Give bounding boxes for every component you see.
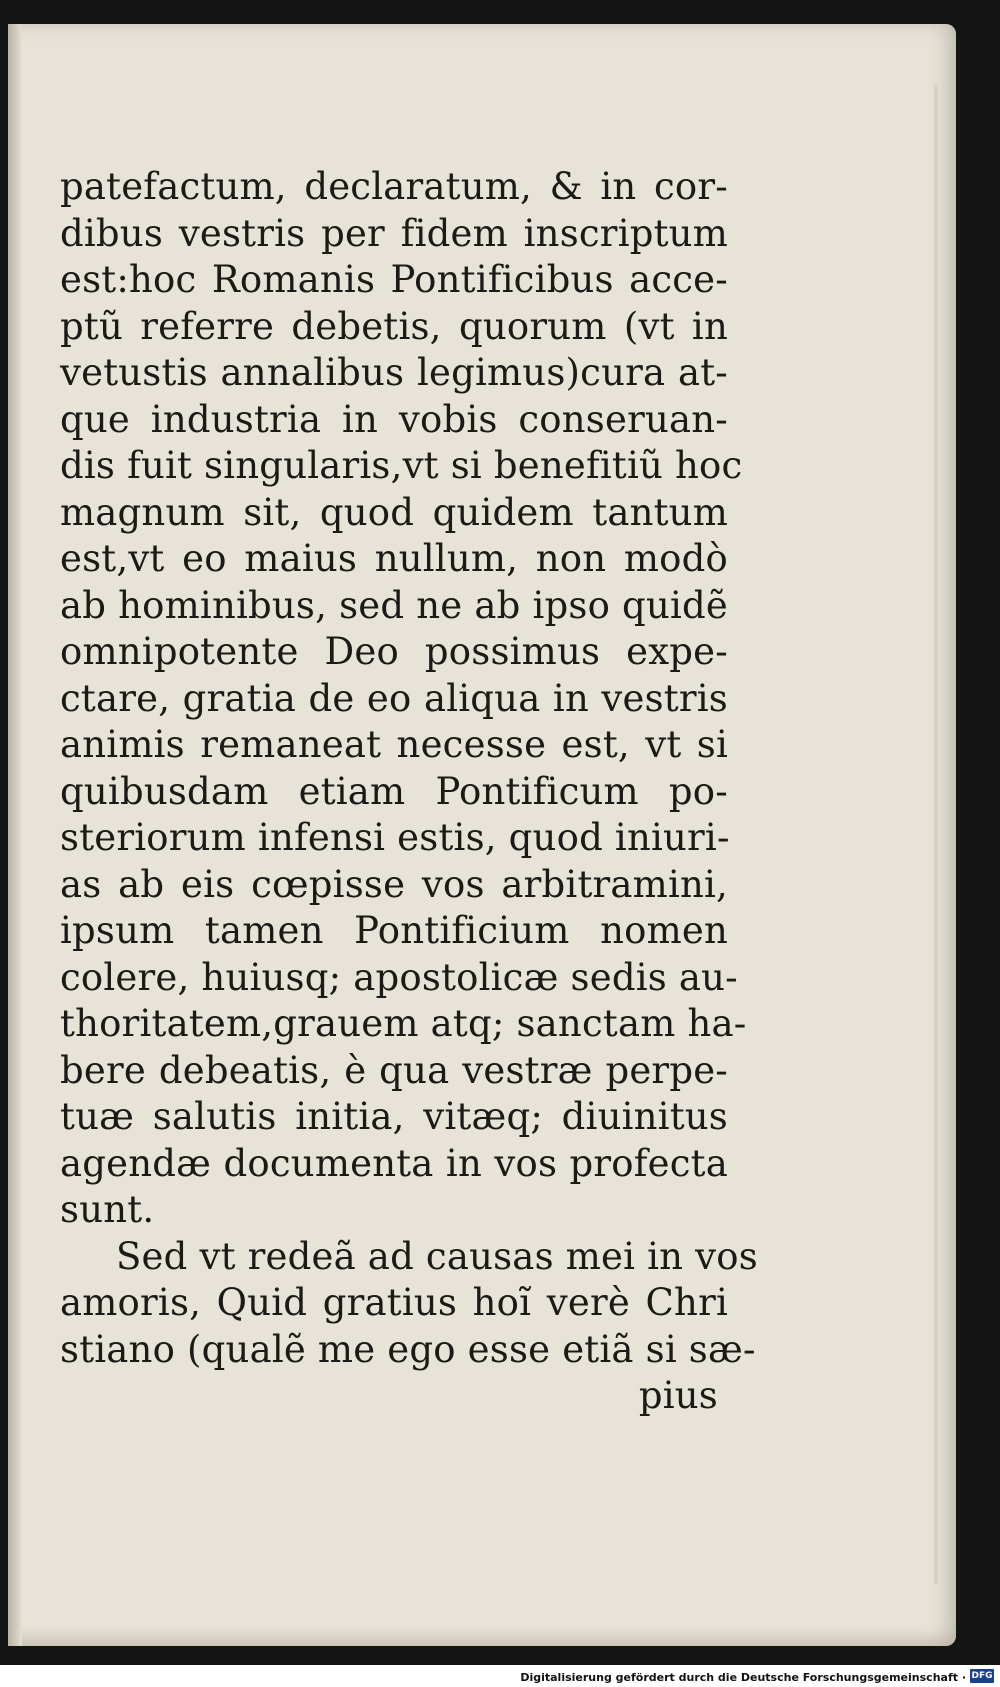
text-line: patefactum, declaratum, & in cor- — [60, 165, 728, 208]
text-line: tuæ salutis initia, vitæq; diuinitus — [60, 1095, 728, 1138]
page-spine-shadow — [8, 24, 22, 1646]
text-line: ptũ referre debetis, quorum (vt in — [60, 304, 728, 348]
text-line: dibus vestris per fidem inscriptum — [60, 211, 728, 255]
text-line: as ab eis cœpisse vos arbitramini, — [60, 862, 728, 906]
text-line: ipsum tamen Pontificium nomen — [60, 909, 728, 952]
text-line: thoritatem,grauem atq; sanctam ha- — [60, 1002, 747, 1045]
dfg-logo-icon: DFG — [971, 1671, 993, 1681]
text-line: bere debeatis, è qua vestræ perpe- — [60, 1048, 728, 1092]
page-text — [60, 164, 758, 1420]
text-line: steriorum infensi estis, quod iniuri- — [60, 816, 730, 859]
paragraph-start-line: Sed vt redeã ad causas mei in vos — [116, 1234, 758, 1278]
text-line: colere, huiusq; apostolicæ sedis au- — [60, 955, 738, 999]
text-line: est:hoc Romanis Pontificibus acce- — [60, 258, 728, 301]
text-line: animis remaneat necesse est, vt si — [60, 723, 728, 766]
text-line: ctare, gratia de eo aliqua in vestris — [60, 676, 728, 720]
text-line: ab hominibus, sed ne ab ipso quidẽ — [60, 583, 728, 627]
text-line: quibusdam etiam Pontificum po- — [60, 769, 728, 813]
digitization-footer — [0, 1665, 1000, 1687]
book-page — [8, 24, 956, 1646]
text-line: agendæ documenta in vos profecta — [60, 1141, 728, 1185]
catchword: pius — [638, 1374, 718, 1417]
page-fore-edge — [934, 84, 938, 1584]
funding-credit: Digitalisierung gefördert durch die Deutsche Forschungsgemeinschaft · — [520, 1671, 966, 1684]
text-line: vetustis annalibus legimus)cura at- — [60, 351, 728, 394]
text-line: sunt. — [60, 1188, 155, 1231]
text-line: omnipotente Deo possimus expe- — [60, 630, 728, 673]
text-line: est,vt eo maius nullum, non modò — [60, 537, 728, 580]
text-line: dis fuit singularis,vt si benefitiũ hoc — [60, 444, 743, 487]
text-line: amoris, Quid gratius hoĩ verè Chri — [60, 1281, 728, 1324]
text-line: stiano (qualẽ me ego esse etiã si sæ- — [60, 1327, 756, 1371]
text-line: que industria in vobis conseruan- — [60, 397, 728, 441]
text-line: magnum sit, quod quidem tantum — [60, 490, 728, 534]
